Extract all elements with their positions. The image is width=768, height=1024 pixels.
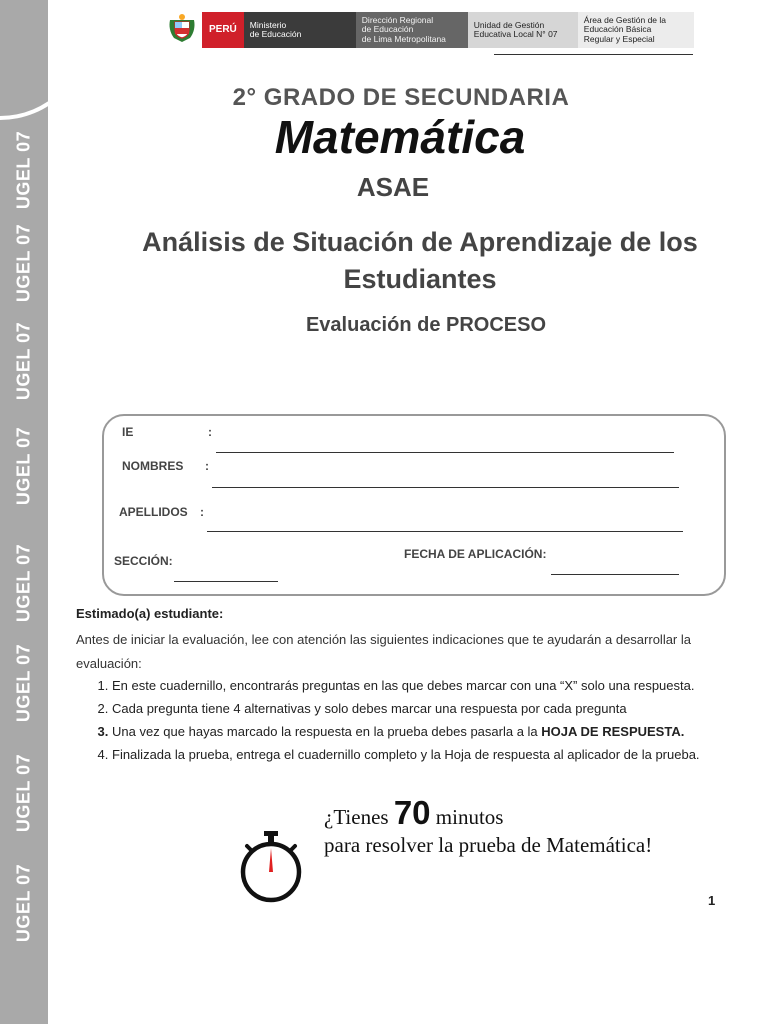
timer-message-line2: para resolver la prueba de Matemática! bbox=[324, 833, 653, 857]
area-label: Área de Gestión de la Educación Básica Regular y Especial bbox=[578, 12, 694, 48]
side-label-ugel: UGEL 07 bbox=[13, 543, 34, 623]
direccion-regional-label: Dirección Regional de Educación de Lima Metropolitana bbox=[356, 12, 468, 48]
acronym-title: ASAE bbox=[356, 172, 430, 202]
evaluation-title: Evaluación de PROCESO bbox=[305, 314, 547, 336]
ie-label: IE bbox=[122, 425, 134, 439]
answer-sheet-emphasis: HOJA DE RESPUESTA. bbox=[541, 724, 685, 739]
fecha-field[interactable] bbox=[551, 574, 679, 575]
subject-title: Matemática bbox=[274, 111, 526, 163]
timer-minutes: 70 bbox=[393, 794, 431, 831]
apellidos-colon: : bbox=[200, 505, 204, 519]
instruction-list bbox=[72, 674, 768, 766]
apellidos-label: APELLIDOS bbox=[119, 505, 188, 519]
seccion-field[interactable] bbox=[174, 581, 278, 582]
side-label-ugel: UGEL 07 bbox=[13, 223, 34, 303]
ie-field[interactable] bbox=[216, 452, 674, 453]
timer-message: ¿Tienes 70 minutos bbox=[324, 794, 504, 831]
seccion-label: SECCIÓN: bbox=[114, 554, 173, 568]
apellidos-field[interactable] bbox=[207, 531, 683, 532]
fecha-label: FECHA DE APLICACIÓN: bbox=[404, 547, 547, 561]
page-number: 1 bbox=[708, 893, 716, 908]
side-label-ugel: UGEL 07 bbox=[13, 321, 34, 401]
instruction-item: 1. En este cuadernillo, encontrarás preguntas en las que debes marcar con una “X” solo una respuesta. bbox=[112, 674, 768, 697]
side-label-ugel: UGEL 07 bbox=[13, 753, 34, 833]
side-label-ugel: UGEL 07 bbox=[13, 130, 34, 210]
side-label-ugel: UGEL 07 bbox=[13, 863, 34, 943]
instruction-item: 3. Una vez que hayas marcado la respuesta en la prueba debes pasarla a la HOJA DE RESPUESTA. bbox=[112, 720, 768, 743]
ministry-header bbox=[166, 12, 694, 48]
side-label-ugel: UGEL 07 bbox=[13, 643, 34, 723]
instruction-item: 4. Finalizada la prueba, entrega el cuadernillo completo y la Hoja de respuesta al aplicador de la prueba. bbox=[112, 743, 768, 766]
grade-title: 2° GRADO DE SECUNDARIA bbox=[232, 84, 570, 111]
nombres-field[interactable] bbox=[212, 487, 679, 488]
ugel-label: Unidad de Gestión Educativa Local N° 07 bbox=[468, 12, 578, 48]
instruction-item: 2. Cada pregunta tiene 4 alternativas y solo debes marcar una respuesta por cada pregunta bbox=[112, 697, 768, 720]
coat-of-arms-icon bbox=[166, 12, 198, 44]
intro-text: Antes de iniciar la evaluación, lee con atención las siguientes indicaciones que te ayudarán a desarrollar la evaluación: bbox=[76, 632, 691, 671]
ie-colon: : bbox=[208, 425, 212, 439]
ministerio-label: Ministerio de Educación bbox=[244, 12, 356, 48]
stopwatch-icon bbox=[236, 828, 306, 904]
greeting: Estimado(a) estudiante: bbox=[76, 606, 224, 621]
analysis-title: Análisis de Situación de Aprendizaje de los Estudiantes bbox=[142, 227, 698, 294]
peru-label: PERÚ bbox=[202, 12, 244, 48]
side-label-ugel: UGEL 07 bbox=[13, 426, 34, 506]
header-divider bbox=[494, 54, 693, 55]
nombres-label: NOMBRES bbox=[122, 459, 184, 473]
nombres-colon: : bbox=[205, 459, 209, 473]
student-info-form bbox=[102, 414, 726, 596]
